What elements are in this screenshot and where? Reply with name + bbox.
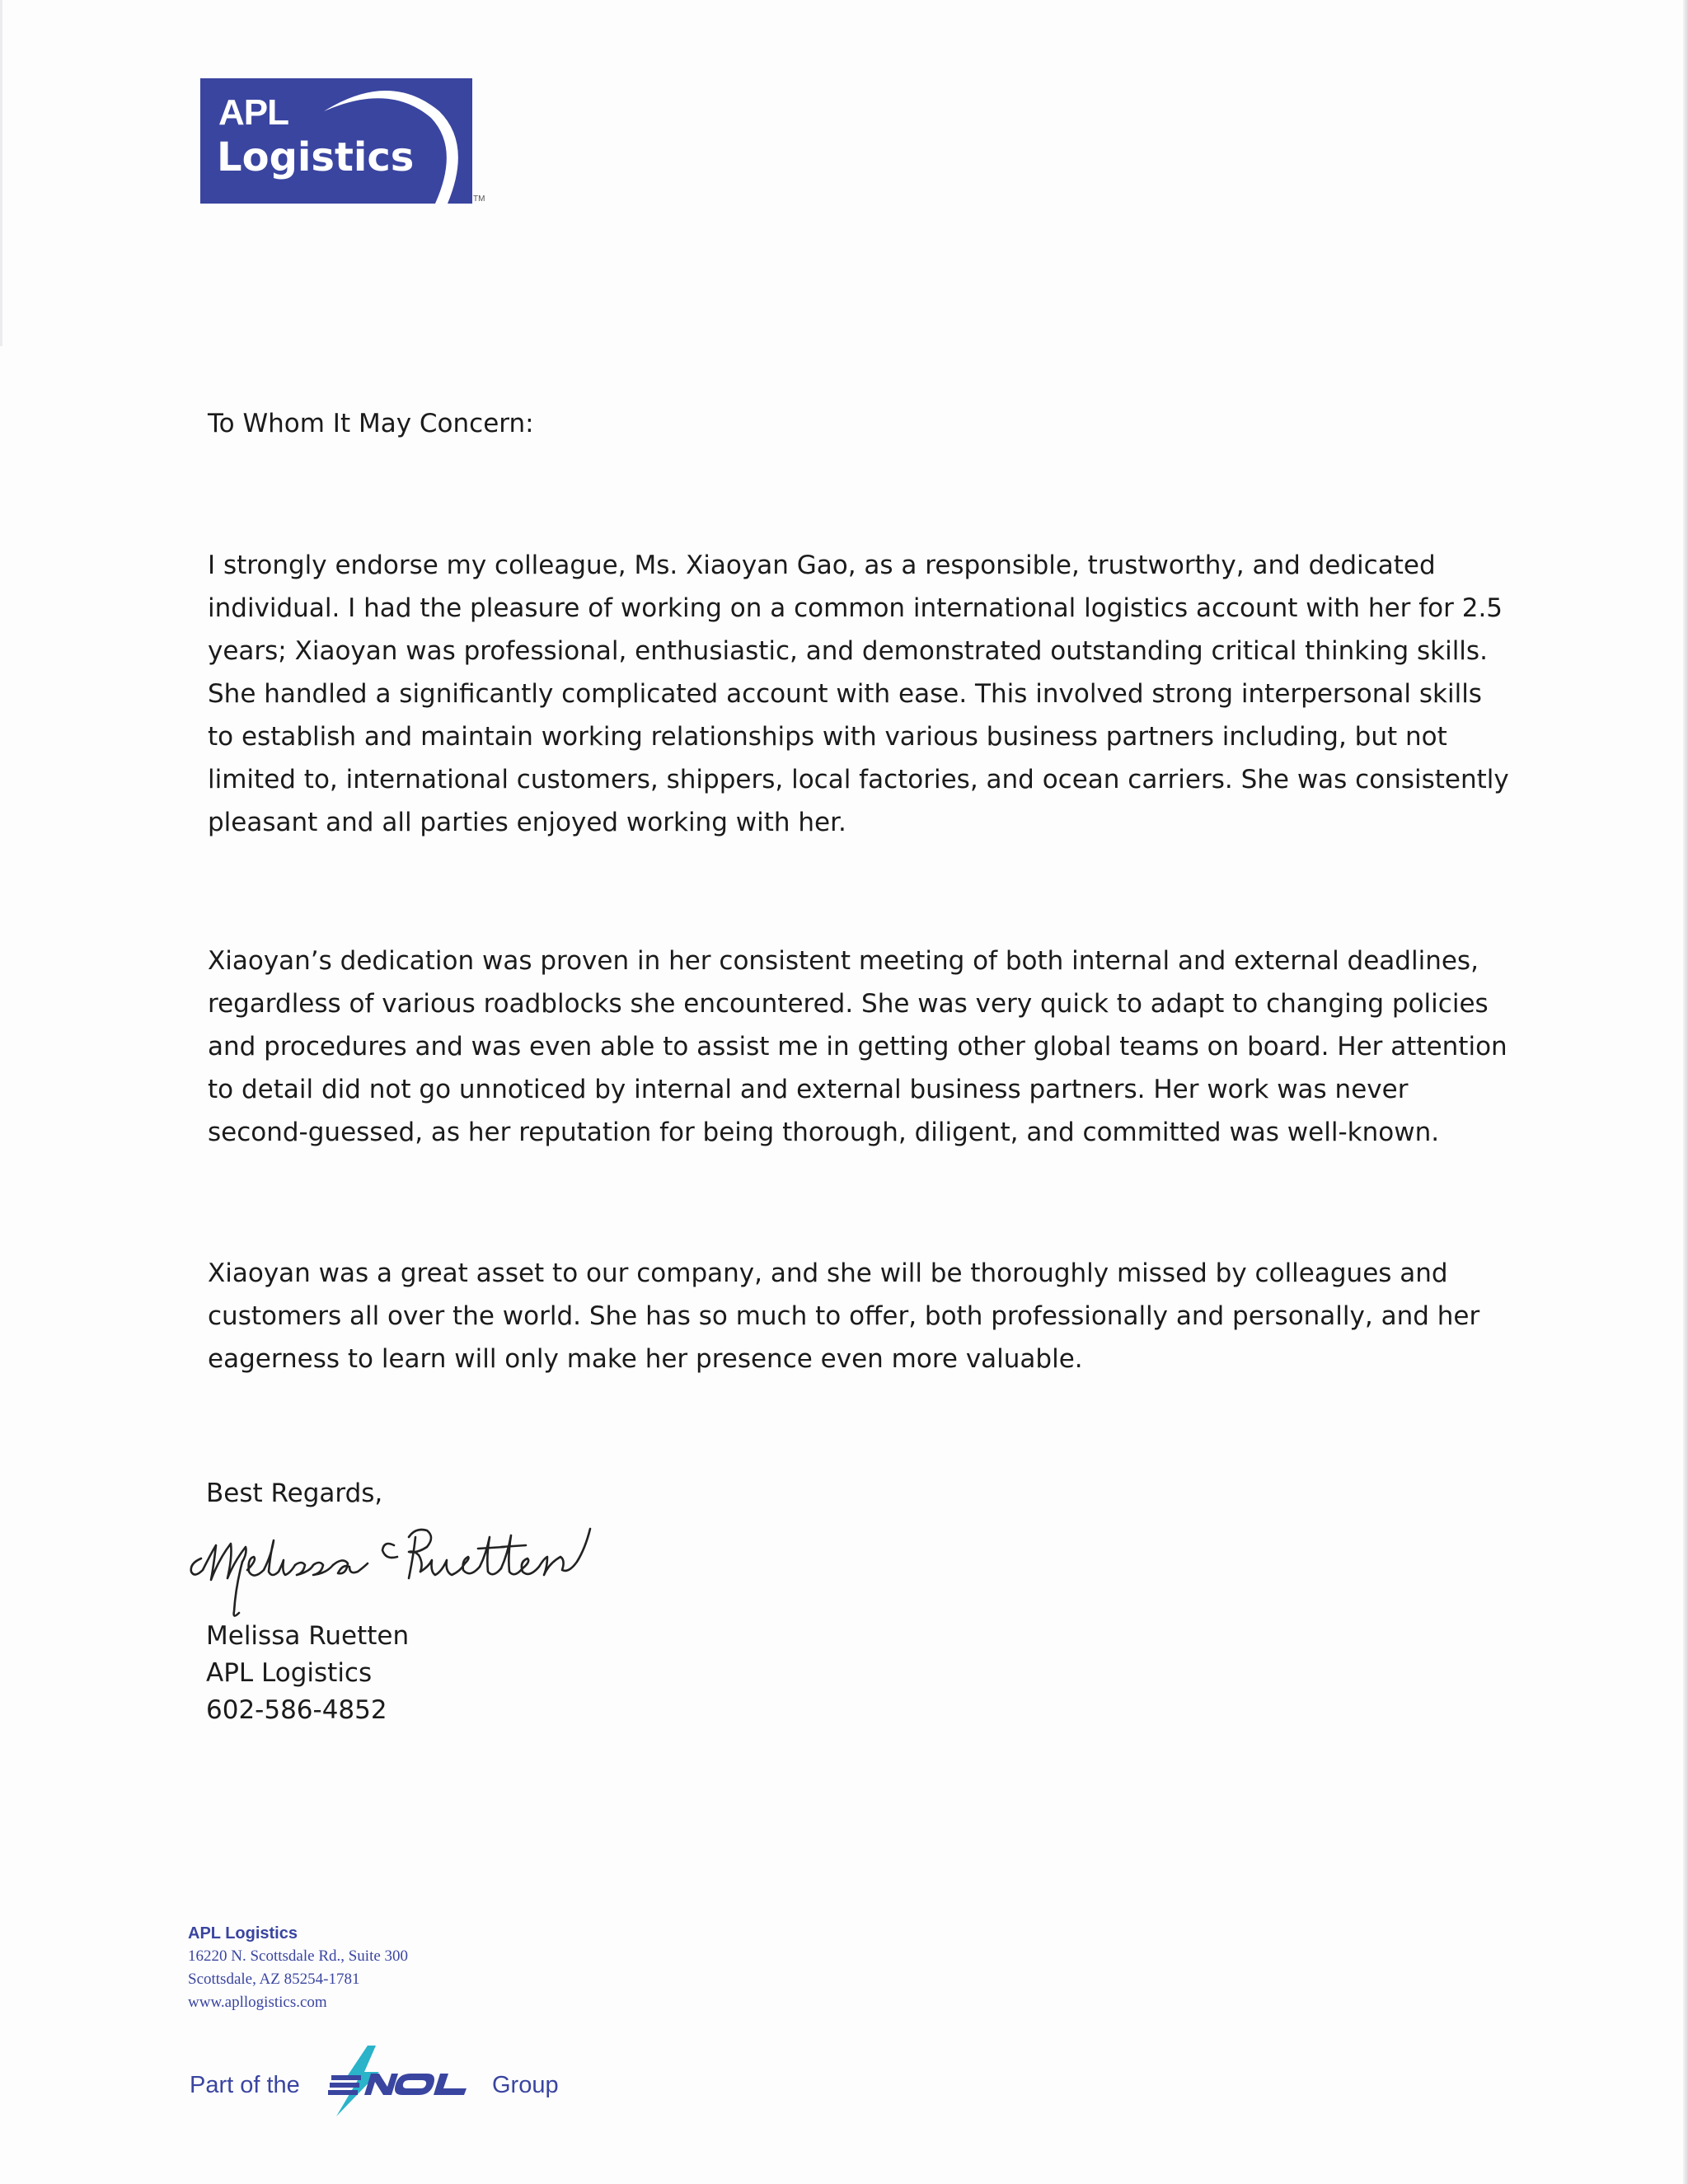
paragraph-2: Xiaoyan’s dedication was proven in her consistent meeting of both internal and external deadlines, regardless of various roadblocks she encountered. She was very quick to adapt to changing policies and procedures and was even able to assist me in getting other global teams on board. Her attention to detail did not go unnoticed by internal and external business partners. Her work was never second-guessed, as her reputation for being thorough, diligent, and committed was well-known. (208, 946, 1507, 1147)
signer-name: Melissa Ruetten (206, 1621, 410, 1651)
trademark-symbol: TM (473, 194, 485, 204)
signer-phone: 602-586-4852 (206, 1695, 387, 1725)
closing: Best Regards, (206, 1479, 383, 1508)
page-edge-right (1683, 0, 1688, 2184)
logo-logistics-text: Logistics (217, 134, 415, 180)
footer-company: APL Logistics (188, 1924, 298, 1943)
signer-company: APL Logistics (206, 1658, 373, 1688)
page-edge-left (0, 0, 2, 346)
paragraph-1: I strongly endorse my colleague, Ms. Xiaoyan Gao, as a responsible, trustworthy, and dedicated individual. I had the pleasure of working on a common international logistics account with her for 2.5 years; Xiaoyan was professional, enthusiastic, and demonstrated outstanding critical thinking skills. She handled a significantly complicated account with ease. This involved strong interpersonal skills to establish and maintain working relationships with various business partners including, but not limited to, international customers, shippers, local factories, and ocean carriers. She was consistently pleasant and all parties enjoyed working with her. (208, 551, 1509, 837)
footer-address (188, 1922, 408, 2014)
signature-block (206, 1618, 409, 1729)
nol-group-line (190, 2044, 577, 2118)
letter-body (208, 402, 1510, 1374)
group-text: Group (492, 2072, 559, 2098)
paragraph-3: Xiaoyan was a great asset to our company, and she will be thoroughly missed by colleagues and customers all over the world. She has so much to offer, both professionally and personally, and her eagerness to learn will only make her presence even more valuable. (208, 1258, 1480, 1374)
footer-street: 16220 N. Scottsdale Rd., Suite 300 (188, 1947, 409, 1965)
part-of-text: Part of the (190, 2072, 300, 2098)
apl-logistics-logo (200, 78, 472, 204)
footer-city: Scottsdale, AZ 85254-1781 (188, 1971, 360, 1988)
logo-apl-text: APL (218, 92, 288, 133)
footer-website-link[interactable]: www.apllogistics.com (188, 1994, 327, 2011)
salutation: To Whom It May Concern: (208, 409, 534, 438)
nol-logo-icon (321, 2044, 486, 2118)
handwritten-signature (181, 1512, 791, 1619)
